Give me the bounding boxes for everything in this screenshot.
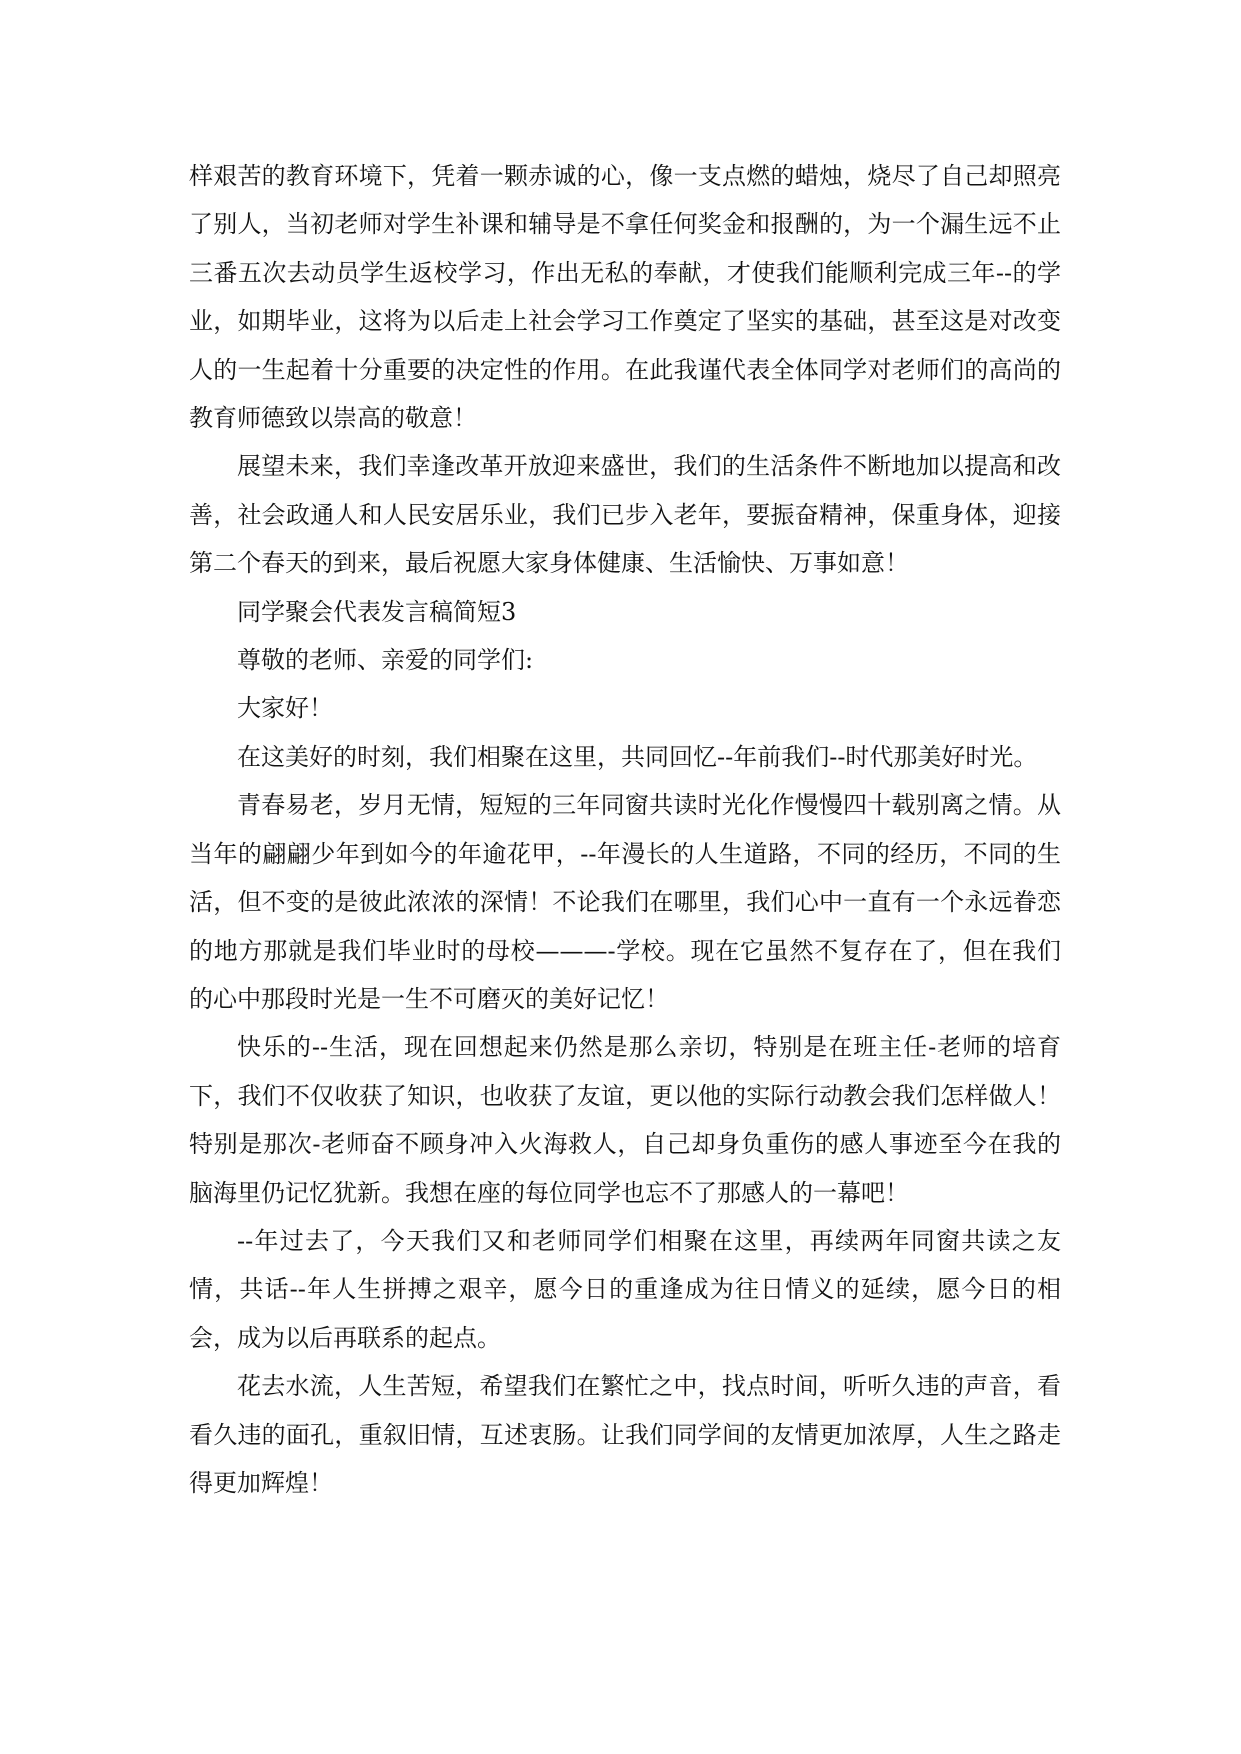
paragraph-future-wishes: 展望未来，我们幸逢改革开放迎来盛世，我们的生活条件不断地加以提高和改善，社会政通人和人民安居乐业，我们已步入老年，要振奋精神，保重身体，迎接第二个春天的到来，最后祝愿大家身体健康、生活愉快、万事如意！ (189, 452, 1061, 578)
document-body (189, 152, 1061, 1507)
section-heading: 同学聚会代表发言稿简短3 (237, 597, 517, 626)
paragraph-closing: 花去水流，人生苦短，希望我们在繁忙之中，找点时间，听听久违的声音，看看久违的面孔，重叙旧情，互述衷肠。让我们同学间的友情更加浓厚，人生之路走得更加辉煌！ (189, 1372, 1061, 1497)
paragraph-happy-school-life: 快乐的--生活，现在回想起来仍然是那么亲切，特别是在班主任-老师的培育下，我们不仅收获了知识，也收获了友谊，更以他的实际行动教会我们怎样做人！特别是那次-老师奋不顾身冲入火海救人，自己却身负重伤的感人事迹至今在我的脑海里仍记忆犹新。我想在座的每位同学也忘不了那感人的一幕吧！ (189, 1033, 1061, 1207)
paragraph-youth-passing: 青春易老，岁月无情，短短的三年同窗共读时光化作慢慢四十载别离之情。从当年的翩翩少年到如今的年逾花甲，--年漫长的人生道路，不同的经历，不同的生活，但不变的是彼此浓浓的深情！不论我们在哪里，我们心中一直有一个永远眷恋的地方那就是我们毕业时的母校———-学校。现在它虽然不复存在了，但在我们的心中那段时光是一生不可磨灭的美好记忆！ (189, 791, 1061, 1013)
greeting: 大家好！ (237, 694, 333, 723)
paragraph-years-passed: --年过去了，今天我们又和老师同学们相聚在这里，再续两年同窗共读之友情，共话--年人生拼搏之艰辛，愿今日的重逢成为往日情义的延续，愿今日的相会，成为以后再联系的起点。 (189, 1226, 1061, 1352)
salutation: 尊敬的老师、亲爱的同学们: (237, 646, 534, 675)
paragraph-reunion-memory: 在这美好的时刻，我们相聚在这里，共同回忆--年前我们--时代那美好时光。 (237, 742, 1038, 771)
paragraph-teacher-dedication: 样艰苦的教育环境下，凭着一颗赤诚的心，像一支点燃的蜡烛，烧尽了自己却照亮了别人，当初老师对学生补课和辅导是不拿任何奖金和报酬的，为一个漏生远不止三番五次去动员学生返校学习，作出无私的奉献，才使我们能顺利完成三年--的学业，如期毕业，这将为以后走上社会学习工作奠定了坚实的基础，甚至这是对改变人的一生起着十分重要的决定性的作用。在此我谨代表全体同学对老师们的高尚的教育师德致以崇高的敬意！ (189, 162, 1061, 433)
